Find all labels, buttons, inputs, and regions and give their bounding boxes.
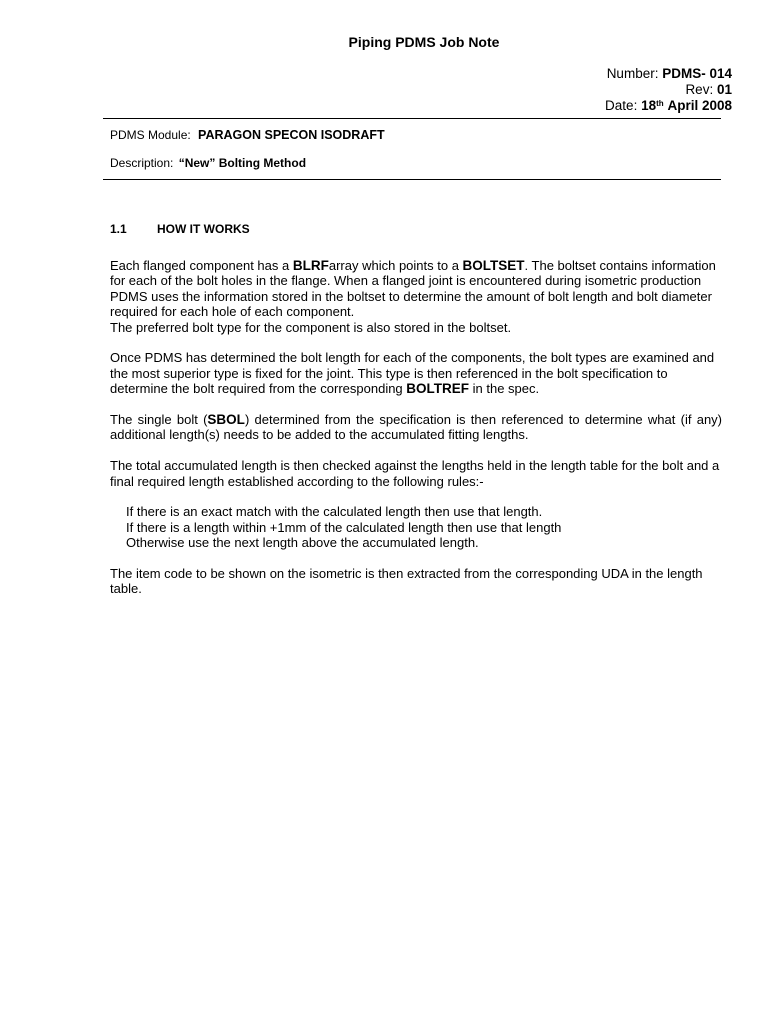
rev-label: Rev:: [685, 82, 714, 97]
p3-text-c: ) determined from the specification is then referenced to determine what (if any) additional length(s) needs to be added to the accumulated fitting lengths.: [110, 412, 722, 443]
rev-line: [605, 82, 732, 98]
p1-boltset: BOLTSET: [462, 258, 525, 273]
section-heading: [110, 222, 250, 236]
p1-text-c: array which points to a: [328, 258, 463, 273]
p1-text-a: Each flanged component has a: [110, 258, 293, 273]
document-title: Piping PDMS Job Note: [348, 34, 500, 50]
section-number: 1.1: [110, 222, 127, 236]
p1-blrf: BLRF: [292, 258, 329, 273]
section-title: HOW IT WORKS: [157, 222, 250, 236]
rules-list: [110, 504, 722, 550]
rule-item: If there is an exact match with the calculated length then use that length.: [126, 504, 543, 520]
top-divider: [103, 118, 721, 119]
date-line: [605, 98, 732, 114]
module-label: PDMS Module:: [110, 128, 191, 142]
p3-sbol: SBOL: [207, 412, 245, 428]
p2-text-a: Once PDMS has determined the bolt length for each of the components, the bolt types are examined and the most superior type is fixed for the joint. This type is then referenced in the bolt specification to determine the bolt required from the corresponding: [110, 350, 715, 397]
paragraph-3: [110, 412, 722, 443]
number-line: [605, 66, 732, 82]
bottom-divider: [103, 179, 721, 180]
date-label: Date:: [605, 98, 638, 113]
document-meta: [605, 66, 732, 114]
rule-item: Otherwise use the next length above the accumulated length.: [126, 535, 479, 551]
paragraph-1: [110, 258, 722, 335]
p3-text-a: The single bolt (: [110, 412, 208, 428]
description-label: Description:: [110, 156, 174, 170]
description-value: “New” Bolting Method: [178, 156, 307, 170]
paragraph-4: The total accumulated length is then checked against the lengths held in the length table for the bolt and a final required length established according to the following rules:-: [110, 458, 720, 489]
rev-value: 01: [716, 82, 732, 97]
paragraph-2: [110, 350, 722, 396]
paragraph-5: The item code to be shown on the isometric is then extracted from the corresponding UDA in the length table.: [110, 566, 703, 597]
p2-text-c: in the spec.: [469, 381, 540, 397]
p1-text-d: . The boltset contains information for each of the bolt holes in the flange. When a flanged joint is encountered during isometric production PDMS uses the information stored in the boltset to determine the amount of bolt length and bolt diameter required for each hole of each component.: [110, 258, 716, 320]
number-value: PDMS- 014: [662, 66, 732, 81]
date-rest: April 2008: [667, 98, 732, 113]
module-line: [110, 128, 385, 142]
date-day: 18: [641, 98, 657, 113]
rule-item: If there is a length within +1mm of the calculated length then use that length: [126, 519, 562, 535]
description-line: [110, 156, 306, 170]
module-value: PARAGON SPECON ISODRAFT: [198, 128, 385, 142]
date-suffix: th: [656, 99, 664, 108]
document-body: [110, 258, 722, 612]
p1-text-e: The preferred bolt type for the component is also stored in the boltset.: [110, 319, 512, 335]
p2-boltref: BOLTREF: [406, 381, 470, 397]
number-label: Number:: [606, 66, 659, 81]
